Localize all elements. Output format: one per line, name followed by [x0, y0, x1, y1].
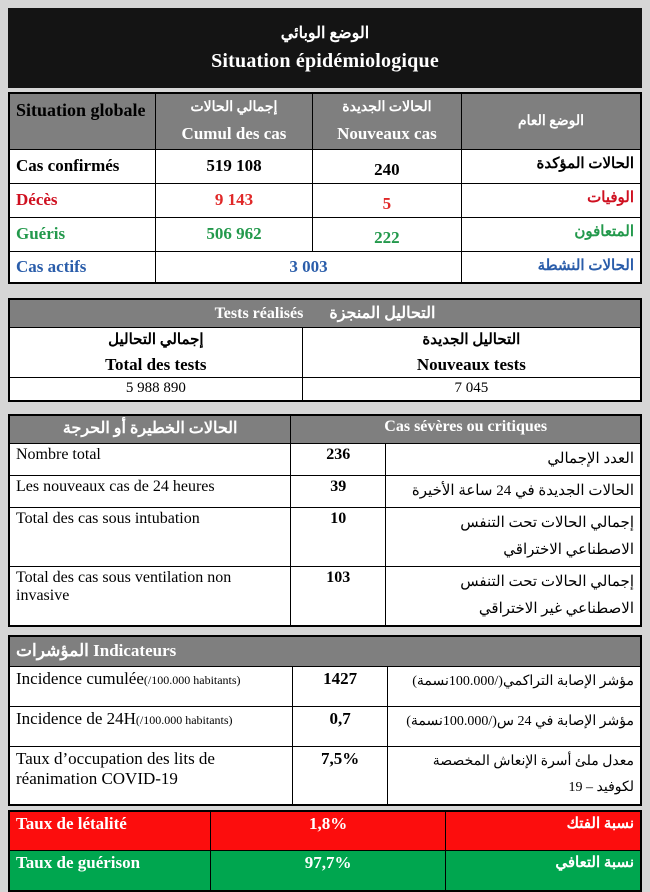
indicators-header-row [9, 636, 641, 666]
noninvasive-ventilation-label-ar: إجمالي الحالات تحت التنفس الاصطناعي غير الاختراقي [386, 566, 641, 626]
recovered-cumul-value: 506 962 [156, 217, 313, 251]
global-table-header-row [9, 93, 641, 149]
tests-total-header-fr: Total des tests [105, 354, 207, 374]
tests-header-ar: التحاليل المنجزة [329, 305, 436, 323]
active-merged-value: 3 003 [156, 251, 462, 283]
incidence-24h-label-ar: مؤشر الإصابة في 24 س(/100.000نسمة) [388, 706, 641, 746]
severe-header-fr: Cas sévères ou critiques [291, 415, 641, 443]
indicators-header-bar: المؤشرات Indicateurs [9, 636, 641, 666]
tests-total-header-ar: إجمالي التحاليل [108, 331, 204, 348]
intubation-label: Total des cas sous intubation [9, 507, 291, 566]
incidence-24h-label: Incidence de 24H(/100.000 habitants) [9, 706, 293, 746]
noninvasive-ventilation-value: 103 [291, 566, 386, 626]
indicators-table [8, 635, 642, 806]
confirmed-new-value: 240 [312, 149, 461, 183]
deaths-new-value: 5 [312, 183, 461, 217]
report-title-banner [8, 8, 642, 88]
fatality-rate-value: 1,8% [211, 811, 446, 851]
tests-new-column-header [302, 327, 641, 377]
cumulative-incidence-value: 1427 [293, 666, 388, 706]
icu-occupancy-value: 7,5% [293, 746, 388, 805]
rates-table [8, 810, 642, 892]
report-title-french: Situation épidémiologique [211, 50, 439, 72]
confirmed-label: Cas confirmés [9, 149, 156, 183]
table-row-fatality-rate [9, 811, 641, 851]
table-row-severe-new24h [9, 475, 641, 507]
cumulative-incidence-label-ar: مؤشر الإصابة التراكمي(/100.000نسمة) [388, 666, 641, 706]
column-header-new [312, 93, 461, 149]
tests-total-column-header [9, 327, 302, 377]
tests-header-fr: Tests réalisés [214, 305, 304, 323]
incidence-24h-label-sub: (/100.000 habitants) [135, 712, 233, 727]
cumulative-incidence-label-sub: (/100.000 habitants) [143, 672, 241, 687]
deaths-cumul-value: 9 143 [156, 183, 313, 217]
fatality-rate-label-ar: نسبة الفتك [446, 811, 641, 851]
intubation-label-ar: إجمالي الحالات تحت التنفس الاصطناعي الاختراقي [386, 507, 641, 566]
tests-new-header-fr: Nouveaux tests [416, 354, 526, 374]
tests-values-row [9, 377, 641, 401]
table-row-noninvasive-ventilation [9, 566, 641, 626]
tests-header-bar [9, 299, 641, 327]
tests-table [8, 298, 642, 402]
global-table-corner-label: Situation globale [9, 93, 156, 149]
table-row-cumulative-incidence [9, 666, 641, 706]
table-row-severe-total [9, 443, 641, 475]
confirmed-label-ar: الحالات المؤكدة [461, 149, 641, 183]
report-title-arabic: الوضع الوبائي [280, 25, 370, 42]
column-header-status-ar: الوضع العام [461, 93, 641, 149]
column-header-new-ar: الحالات الجديدة [342, 99, 432, 115]
severe-new24h-label-ar: الحالات الجديدة في 24 ساعة الأخيرة [386, 475, 641, 507]
table-row-confirmed [9, 149, 641, 183]
tests-total-value: 5 988 890 [9, 377, 302, 401]
intubation-value: 10 [291, 507, 386, 566]
noninvasive-ventilation-label: Total des cas sous ventilation non invasive [9, 566, 291, 626]
cumulative-incidence-label: Incidence cumulée(/100.000 habitants) [9, 666, 293, 706]
tests-column-header-row [9, 327, 641, 377]
tests-header-row [9, 299, 641, 327]
table-row-deaths [9, 183, 641, 217]
deaths-label: Décès [9, 183, 156, 217]
column-header-cumul [156, 93, 313, 149]
table-row-intubation [9, 507, 641, 566]
severe-total-label: Nombre total [9, 443, 291, 475]
column-header-cumul-fr: Cumul des cas [181, 123, 287, 143]
severe-total-value: 236 [291, 443, 386, 475]
severe-new24h-label: Les nouveaux cas de 24 heures [9, 475, 291, 507]
column-header-new-fr: Nouveaux cas [337, 123, 437, 143]
table-row-active [9, 251, 641, 283]
confirmed-cumul-value: 519 108 [156, 149, 313, 183]
deaths-label-ar: الوفيات [461, 183, 641, 217]
recovery-rate-value: 97,7% [211, 851, 446, 891]
severe-header-ar: الحالات الخطيرة أو الحرجة [9, 415, 291, 443]
incidence-24h-value: 0,7 [293, 706, 388, 746]
severe-total-label-ar: العدد الإجمالي [386, 443, 641, 475]
table-row-recovered [9, 217, 641, 251]
severe-header-row [9, 415, 641, 443]
column-header-cumul-ar: إجمالي الحالات [190, 99, 278, 115]
active-label-ar: الحالات النشطة [461, 251, 641, 283]
icu-occupancy-label: Taux d’occupation des lits de réanimation COVID-19 [9, 746, 293, 805]
recovered-label-ar: المتعافون [461, 217, 641, 251]
recovery-rate-label: Taux de guérison [9, 851, 211, 891]
recovery-rate-label-ar: نسبة التعافي [446, 851, 641, 891]
table-row-recovery-rate [9, 851, 641, 891]
active-label: Cas actifs [9, 251, 156, 283]
severe-cases-table [8, 414, 642, 627]
global-situation-table [8, 92, 642, 284]
fatality-rate-label: Taux de létalité [9, 811, 211, 851]
severe-new24h-value: 39 [291, 475, 386, 507]
table-row-icu-occupancy [9, 746, 641, 805]
icu-occupancy-label-ar: معدل ملئ أسرة الإنعاش المخصصة لكوفيد – 19 [388, 746, 641, 805]
tests-new-value: 7 045 [302, 377, 641, 401]
recovered-label: Guéris [9, 217, 156, 251]
table-row-incidence-24h [9, 706, 641, 746]
recovered-new-value: 222 [312, 217, 461, 251]
tests-new-header-ar: التحاليل الجديدة [422, 331, 521, 348]
